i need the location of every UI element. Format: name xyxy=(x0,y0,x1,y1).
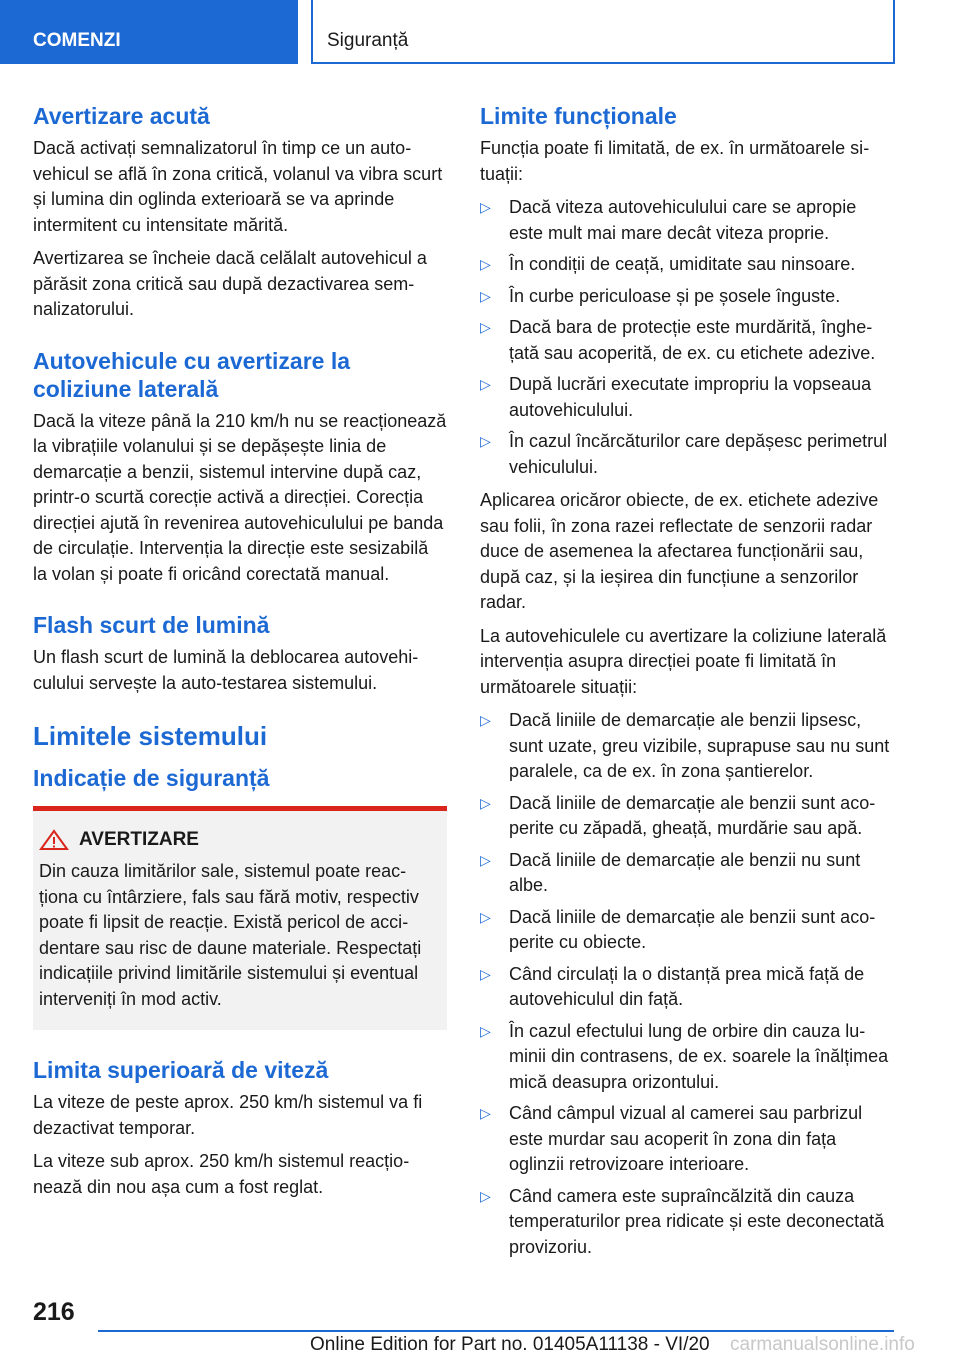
triangle-bullet-icon: ▷ xyxy=(480,1022,491,1039)
list-item: ▷ Când câmpul vizual al camerei sau parbrizul este murdar sau acoperit în zona din fața oglinzii retrovizoare interioare. xyxy=(480,1103,863,1174)
triangle-bullet-icon: ▷ xyxy=(480,433,491,449)
bullet-list-1 xyxy=(480,195,894,480)
list-item: ▷ Dacă bara de protecție este murdărită, înghețată sau acoperită, de ex. cu etichete adezive. xyxy=(480,317,876,363)
triangle-bullet-icon: ▷ xyxy=(480,319,491,335)
section-tab[interactable]: Siguranță xyxy=(311,0,895,64)
bullet-list-2 xyxy=(480,708,894,1260)
list-item: ▷ Când circulați la o distanță prea mică față de autovehiculul din față. xyxy=(480,963,865,1009)
left-column xyxy=(33,102,447,1208)
list-item: ▷ Dacă viteza autovehiculului care se apropie este mult mai mare decât viteza proprie. xyxy=(480,197,857,243)
warning-triangle-icon xyxy=(39,829,69,851)
triangle-bullet-icon: ▷ xyxy=(480,908,491,925)
triangle-bullet-icon: ▷ xyxy=(480,851,491,868)
triangle-bullet-icon: ▷ xyxy=(480,965,491,982)
list-item: ▷ În cazul încărcăturilor care depășesc perimetrul vehiculului. xyxy=(480,431,888,477)
warning-title: AVERTIZARE xyxy=(79,829,199,850)
paragraph: Avertizarea se încheie dacă celălalt autovehicul a părăsit zona critică sau după dezactivarea semnalizatorului. xyxy=(33,248,427,319)
triangle-bullet-icon: ▷ xyxy=(480,712,491,728)
list-item: ▷ Dacă liniile de demarcație ale benzii nu sunt albe. xyxy=(480,849,861,895)
triangle-bullet-icon: ▷ xyxy=(480,794,491,811)
chapter-tab[interactable]: COMENZI xyxy=(0,0,298,64)
list-item: ▷ Dacă liniile de demarcație ale benzii sunt acoperite cu obiecte. xyxy=(480,906,876,952)
heading-autovehicule-coliziune: Autovehicule cu avertizare la coliziune laterală xyxy=(33,347,351,402)
list-item: ▷ După lucrări executate impropriu la vopseaua autovehiculului. xyxy=(480,374,872,420)
list-item: ▷ Dacă liniile de demarcație ale benzii sunt acoperite cu zăpadă, gheață, murdărie sau apă. xyxy=(480,792,876,838)
triangle-bullet-icon: ▷ xyxy=(480,256,491,272)
warning-box xyxy=(33,806,447,1030)
paragraph: Aplicarea oricăror obiecte, de ex. etichete adezive sau folii, în zona razei reflectate de senzorii radar duce de asemenea la afectarea funcționării sau, după caz, și la ieșirea din funcțiune a senzorilor radar. xyxy=(480,490,879,612)
warning-header xyxy=(39,829,439,851)
paragraph: La viteze sub aprox. 250 km/h sistemul reacționează din nou așa cum a fost reglat. xyxy=(33,1151,410,1197)
paragraph: Dacă la viteze până la 210 km/h nu se reacționează la vibrațiile volanului și se depășește linia de demarcație a benzii, sistemul intervine după caz, printr-o scurtă corecție activă a direcției. Corecția direcției ajută în revenirea autovehiculului pe banda de circulație. Intervenția la direcție este sesizabilă la volan și poate fi oricând corectată manual. xyxy=(33,410,447,584)
triangle-bullet-icon: ▷ xyxy=(480,376,491,392)
heading-flash-scurt: Flash scurt de lumină xyxy=(33,612,270,638)
paragraph: La autovehiculele cu avertizare la coliziune laterală intervenția asupra direcției poate fi limitată în următoarele situații: xyxy=(480,625,887,697)
list-item: ▷ Dacă liniile de demarcație ale benzii lipsesc, sunt uzate, greu vizibile, suprapuse sau nu sunt paralele, ca de ex. în zona șantierelor. xyxy=(480,710,890,781)
paragraph: Un flash scurt de lumină la deblocarea autovehiculului servește la auto-testarea sistemului. xyxy=(33,647,419,693)
list-item: ▷ În cazul efectului lung de orbire din cauza luminii din contrasens, de ex. soarele la înălțimea mică deasupra orizontului. xyxy=(480,1020,889,1092)
triangle-bullet-icon: ▷ xyxy=(480,287,491,304)
warning-text: Din cauza limitărilor sale, sistemul poate reacționa cu întârziere, fals sau fără motiv, respectiv poate fi lipsit de reacție. Există pericol de accidentare sau risc de daune materiale. Respectați indicațiile privind limitările sistemului și eventual interveniți în mod activ. xyxy=(39,861,422,1009)
edition-footer: Online Edition for Part no. 01405A11138 - VI/20 xyxy=(310,1334,710,1355)
heading-indicatie-siguranta: Indicație de siguranță xyxy=(33,765,270,791)
paragraph: Dacă activați semnalizatorul în timp ce un autovehicul se află în zona critică, volanul va vibra scurt și lumina din oglinda exterioară se va aprinde intermitent cu intensitate mărită. xyxy=(33,138,443,235)
paragraph: La viteze de peste aprox. 250 km/h sistemul va fi dezactivat temporar. xyxy=(33,1092,423,1138)
watermark: carmanualsonline.info xyxy=(730,1334,915,1355)
list-item: ▷ În curbe periculoase și pe șosele înguste. xyxy=(480,284,894,310)
triangle-bullet-icon: ▷ xyxy=(480,1187,491,1204)
triangle-bullet-icon: ▷ xyxy=(480,199,491,215)
footer-divider xyxy=(98,1330,894,1332)
triangle-bullet-icon: ▷ xyxy=(480,1105,491,1121)
heading-limitele-sistemului: Limitele sistemului xyxy=(33,721,268,751)
heading-limita-superioara: Limita superioară de viteză xyxy=(33,1057,329,1083)
paragraph: Funcția poate fi limitată, de ex. în următoarele situații: xyxy=(480,138,870,184)
heading-avertizare-acuta: Avertizare acută xyxy=(33,103,210,129)
list-item: ▷ În condiții de ceață, umiditate sau ninsoare. xyxy=(480,252,894,278)
list-item: ▷ Când camera este supraîncălzită din cauza temperaturilor prea ridicate și este deconectată provizoriu. xyxy=(480,1185,885,1257)
page-number: 216 xyxy=(33,1298,75,1326)
heading-limite-functionale: Limite funcționale xyxy=(480,103,677,129)
right-column xyxy=(480,102,894,1268)
